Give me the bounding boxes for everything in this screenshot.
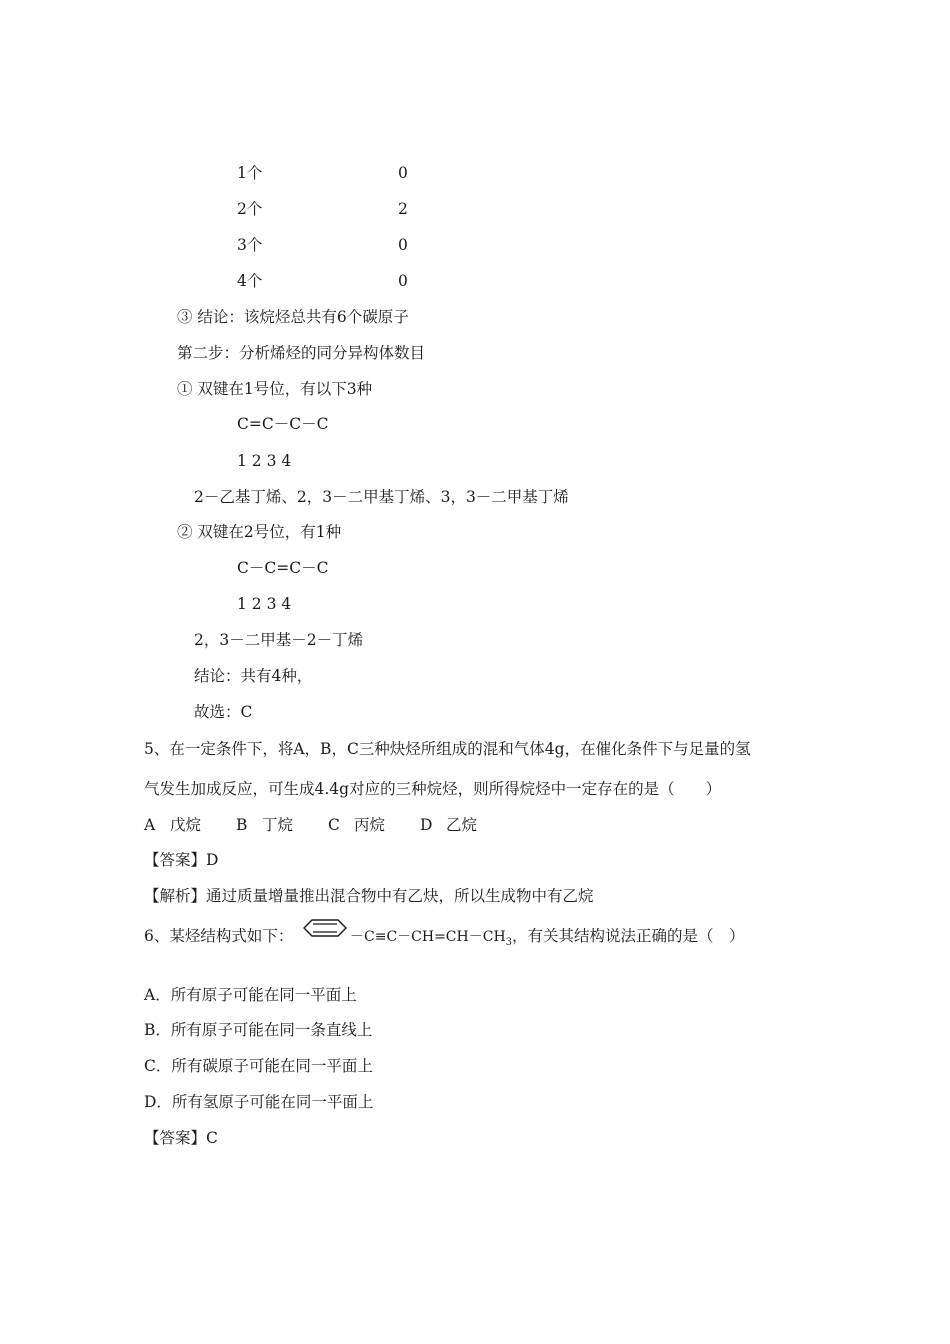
q5-stem-line2: 气发生加成反应，可生成4.4g对应的三种烷烃，则所得烷烃中一定存在的是（ ） [144,780,722,798]
table-row-4-right: 0 [398,272,408,290]
table-row-2-left: 2个 [237,200,263,218]
q5-option-a-letter: A [144,816,156,834]
step2-case2-numbering: 1 2 3 4 [237,595,292,613]
q5-option-b-text: 丁烷 [262,816,294,834]
step2-case2-formula: C－C=C－C [237,559,329,577]
q6-option-b: B．所有原子可能在同一条直线上 [144,1021,373,1039]
q6-stem-prefix: 6、某烃结构式如下： [144,927,294,945]
q6-option-c: C．所有碳原子可能在同一平面上 [144,1057,373,1075]
step2-case2-heading: ② 双键在2号位，有1种 [177,523,342,541]
q5-answer: 【答案】D [144,851,219,869]
step2-case1-numbering: 1 2 3 4 [237,452,292,470]
q5-option-b-letter: B [236,816,248,834]
table-row-4-left: 4个 [237,272,263,290]
q5-option-d-letter: D [420,816,433,834]
step2-conclusion: 结论：共有4种， [194,667,313,685]
table-row-2-right: 2 [398,200,408,218]
step2-title: 第二步：分析烯烃的同分异构体数目 [177,344,426,362]
q6-stem-end: ，有关其结构说法正确的是（ ） [512,927,745,945]
q5-option-c-letter: C [328,816,340,834]
table-row-1-right: 0 [398,164,408,182]
step2-choice: 故选：C [194,703,253,721]
table-row-3-left: 3个 [237,236,263,254]
step2-case1-names: 2－乙基丁烯、2，3－二甲基丁烯、3，3－二甲基丁烯 [194,488,569,506]
q6-option-d: D．所有氢原子可能在同一平面上 [144,1093,374,1111]
q6-answer: 【答案】C [144,1129,218,1147]
table-row-3-right: 0 [398,236,408,254]
q6-stem-formula [350,926,745,953]
step1-conclusion: ③ 结论：该烷烃总共有6个碳原子 [177,308,409,326]
q5-option-a-text: 戊烷 [170,816,202,834]
step2-case2-names: 2，3－二甲基－2－丁烯 [194,631,364,649]
benzene-ring-icon [302,918,348,938]
step2-case1-formula: C=C－C－C [237,415,329,433]
q5-option-c-text: 丙烷 [354,816,386,834]
q6-formula-text: －C≡C－CH=CH－CH [350,929,506,945]
step2-case1-heading: ① 双键在1号位，有以下3种 [177,380,373,398]
q5-stem-line1: 5、在一定条件下，将A，B，C三种炔烃所组成的混和气体4g，在催化条件下与足量的氢 [144,740,751,758]
q6-option-a: A．所有原子可能在同一平面上 [144,986,357,1004]
q5-analysis: 【解析】通过质量增量推出混合物中有乙炔，所以生成物中有乙烷 [144,887,594,905]
table-row-1-left: 1个 [237,164,263,182]
q6-formula-subscript: 3 [505,936,513,948]
q5-option-d-text: 乙烷 [446,816,478,834]
